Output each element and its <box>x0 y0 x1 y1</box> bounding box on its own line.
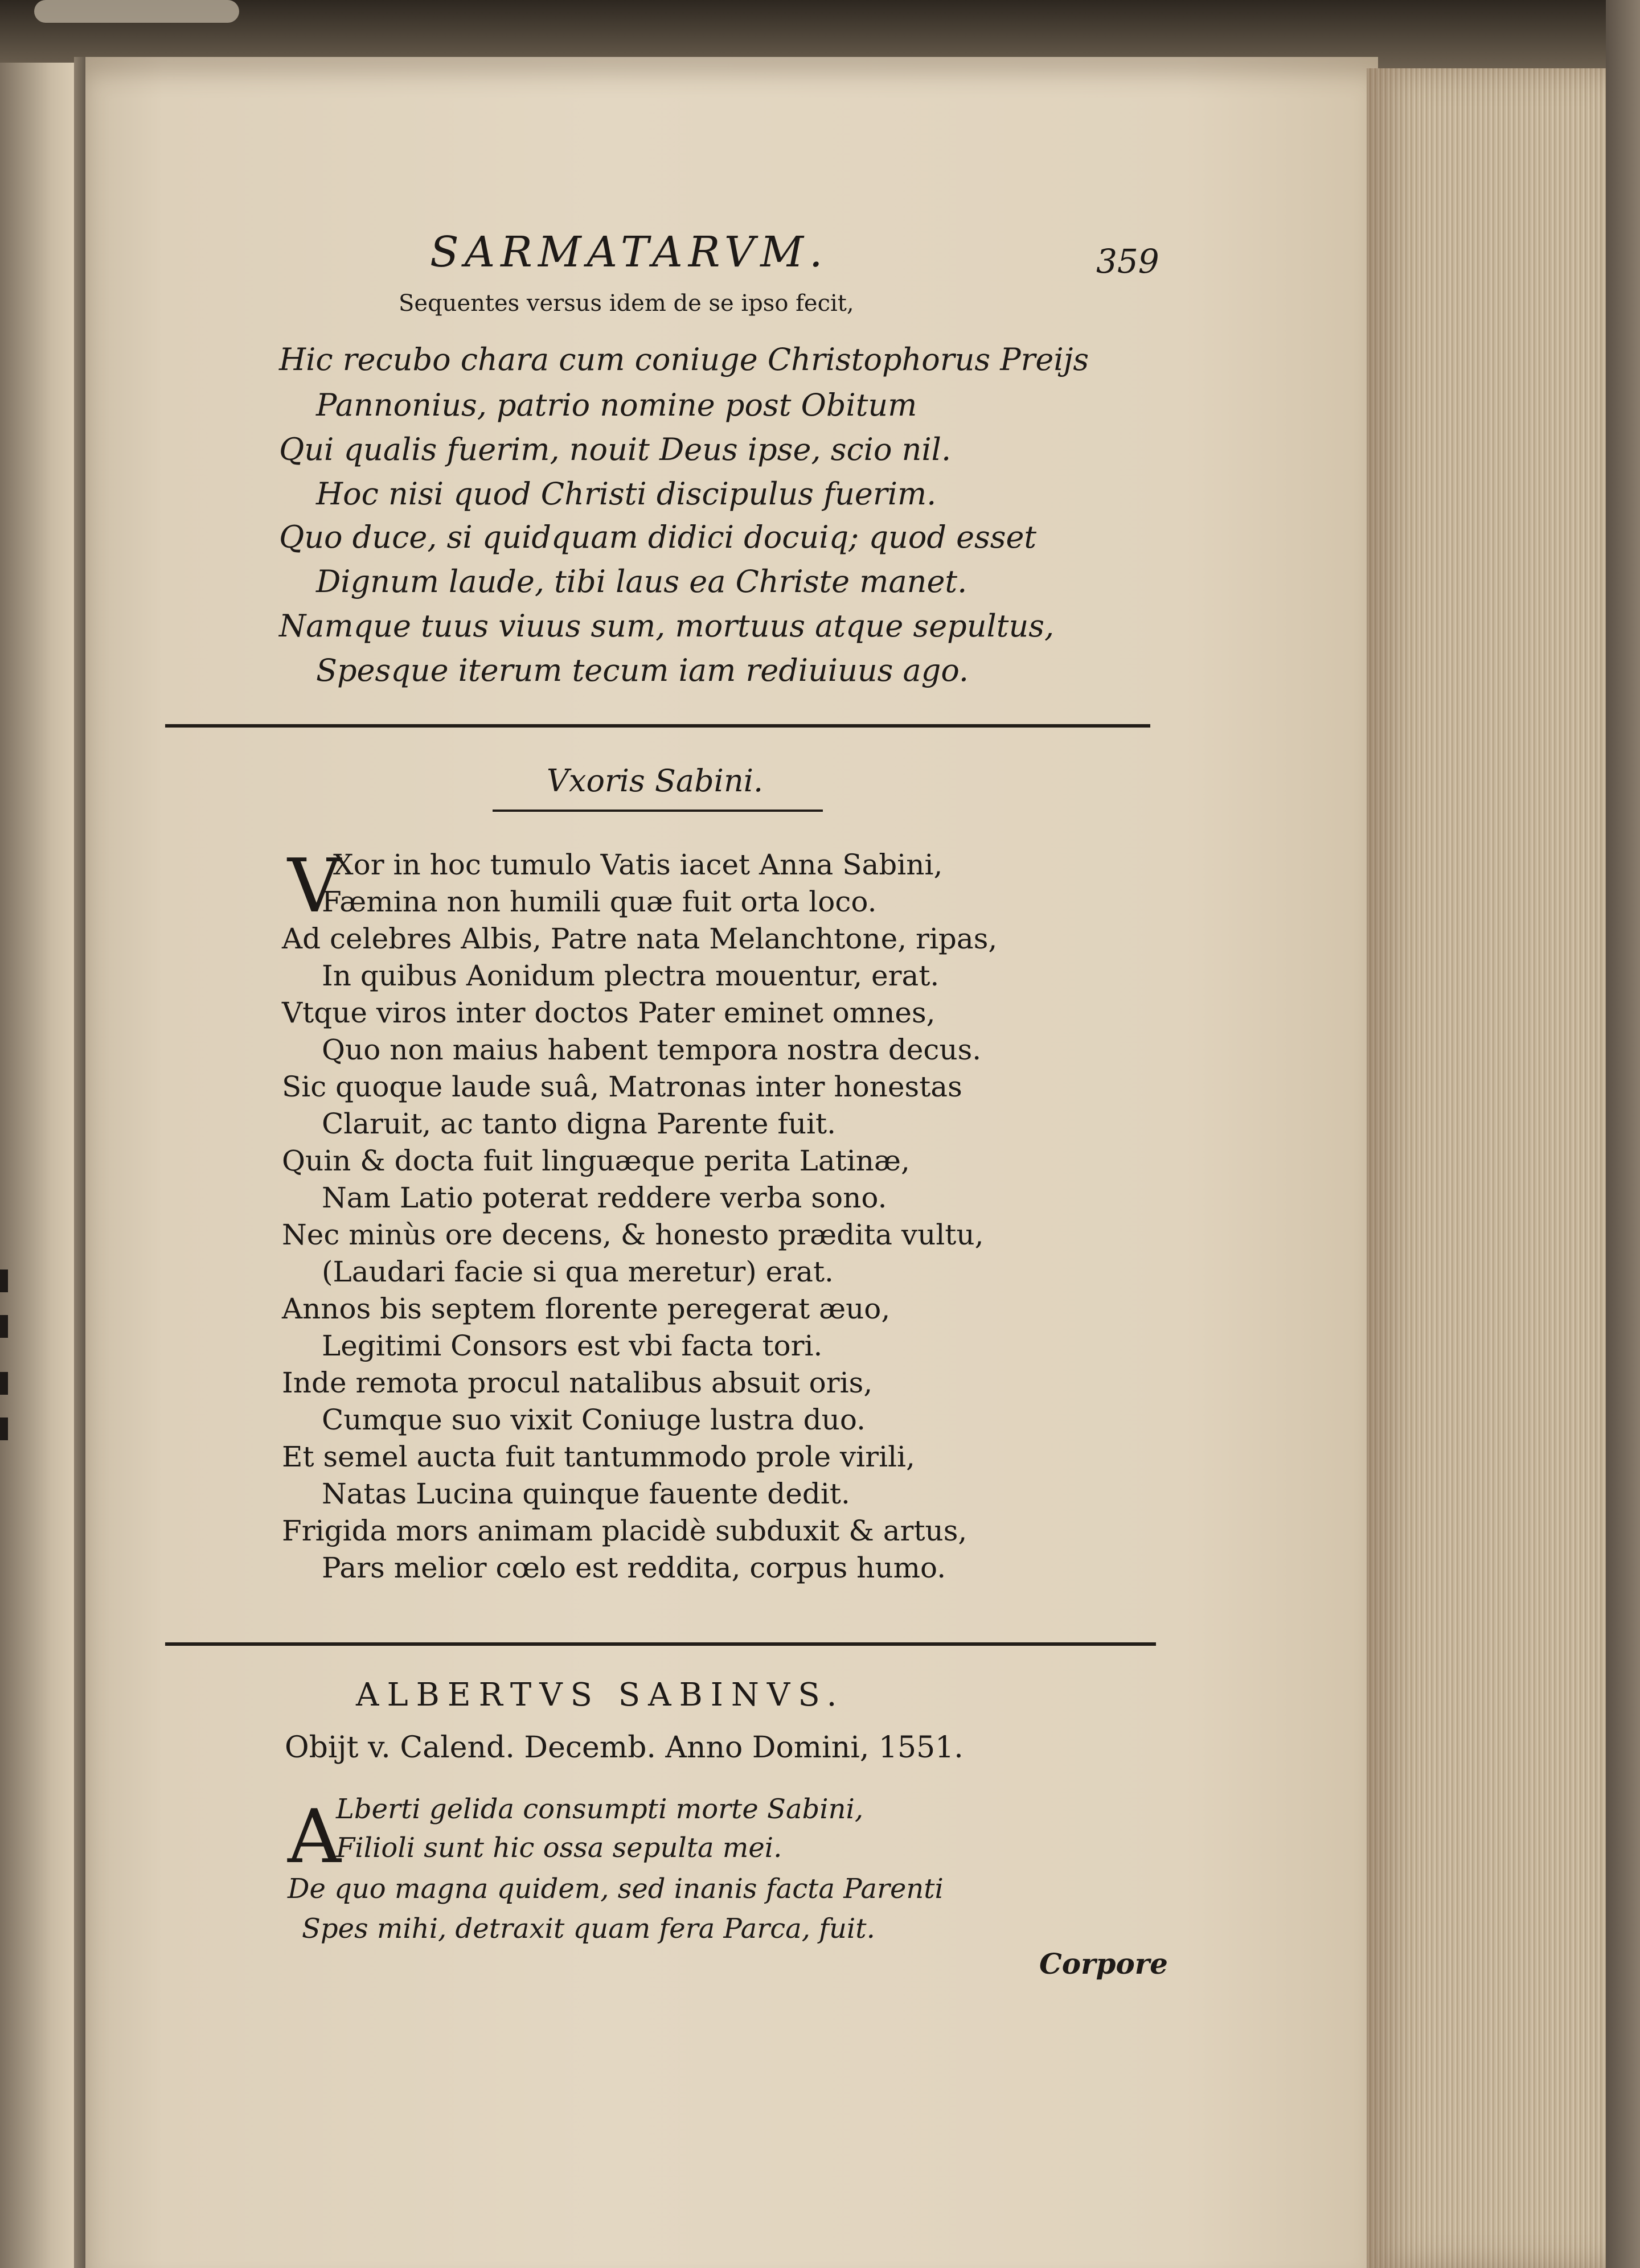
verse-line: Quo duce, si quidquam didici docuiq; quod esset <box>279 519 1037 555</box>
epitaph-name: ALBERTVS SABINVS. <box>356 1677 845 1714</box>
verse-line: Spesque iterum tecum iam rediuiuus ago. <box>316 652 969 688</box>
section2-title: Vxoris Sabini. <box>547 763 764 799</box>
verse-line: Ad celebres Albis, Patre nata Melanchtone, ripas, <box>282 922 998 955</box>
verse-line: In quibus Aonidum plectra mouentur, erat. <box>322 959 940 992</box>
catchword: Corpore <box>1039 1947 1168 1981</box>
verse-line: Xor in hoc tumulo Vatis iacet Anna Sabini, <box>333 848 943 881</box>
margin-mark <box>0 1315 8 1338</box>
verse-line: Frigida mors animam placidè subduxit & artus, <box>282 1514 967 1547</box>
book-cover <box>1606 0 1640 2268</box>
verse-line: Namque tuus viuus sum, mortuus atque sepultus, <box>279 608 1055 644</box>
verse-line: Pars melior cœlo est reddita, corpus humo. <box>322 1551 946 1584</box>
section-rule <box>165 1642 1156 1646</box>
verse-line: Pannonius, patrio nomine post Obitum <box>316 387 917 423</box>
title-underline <box>493 810 823 812</box>
verse-line: Sic quoque laude suâ, Matronas inter honestas <box>282 1070 962 1103</box>
verse-line: Hoc nisi quod Christi discipulus fuerim. <box>316 476 937 512</box>
verse-line: Annos bis septem florente peregerat æuo, <box>282 1292 891 1325</box>
verse-line: Qui qualis fuerim, nouit Deus ipse, scio nil. <box>279 432 952 467</box>
margin-mark <box>0 1269 8 1292</box>
verse-line: Vtque viros inter doctos Pater eminet omnes, <box>282 996 936 1029</box>
page-number: 359 <box>1096 242 1159 281</box>
verse-line: Lberti gelida consumpti morte Sabini, <box>336 1793 864 1825</box>
verse-line: Inde remota procul natalibus absuit oris, <box>282 1366 873 1399</box>
binding-cord <box>34 0 239 23</box>
section-rule <box>165 724 1150 728</box>
verse-line: Filioli sunt hic ossa sepulta mei. <box>336 1832 782 1864</box>
verse-line: Fæmina non humili quæ fuit orta loco. <box>322 885 877 918</box>
left-page-edge <box>0 63 85 2268</box>
margin-mark <box>0 1418 8 1440</box>
page-edges <box>1367 68 1606 2268</box>
verse-line: Et semel aucta fuit tantummodo prole virili, <box>282 1440 915 1473</box>
verse-line: Spes mihi, detraxit quam fera Parca, fuit. <box>302 1913 875 1945</box>
verse-line: Hic recubo chara cum coniuge Christophorus Preijs <box>279 342 1089 377</box>
verse-line: Legitimi Consors est vbi facta tori. <box>322 1329 823 1362</box>
verse-line: Nam Latio poterat reddere verba sono. <box>322 1181 887 1214</box>
section1-caption: Sequentes versus idem de se ipso fecit, <box>399 290 854 317</box>
running-header: SARMATARVM. <box>430 228 829 277</box>
verse-line: Dignum laude, tibi laus ea Christe manet. <box>316 564 967 599</box>
verse-line: Nec minùs ore decens, & honesto prædita vultu, <box>282 1218 984 1251</box>
death-date: Obijt v. Calend. Decemb. Anno Domini, 1551. <box>285 1731 964 1765</box>
verse-line: (Laudari facie si qua meretur) erat. <box>322 1255 834 1288</box>
verse-line: Natas Lucina quinque fauente dedit. <box>322 1477 850 1510</box>
verse-line: Claruit, ac tanto digna Parente fuit. <box>322 1107 837 1140</box>
verse-line: De quo magna quidem, sed inanis facta Parenti <box>288 1873 944 1905</box>
verse-line: Quin & docta fuit linguæque perita Latinæ, <box>282 1144 910 1177</box>
margin-mark <box>0 1372 8 1395</box>
drop-cap: A <box>288 1793 341 1880</box>
drop-cap: V <box>288 843 341 929</box>
verse-line: Cumque suo vixit Coniuge lustra duo. <box>322 1403 866 1436</box>
verse-line: Quo non maius habent tempora nostra decus. <box>322 1033 982 1066</box>
